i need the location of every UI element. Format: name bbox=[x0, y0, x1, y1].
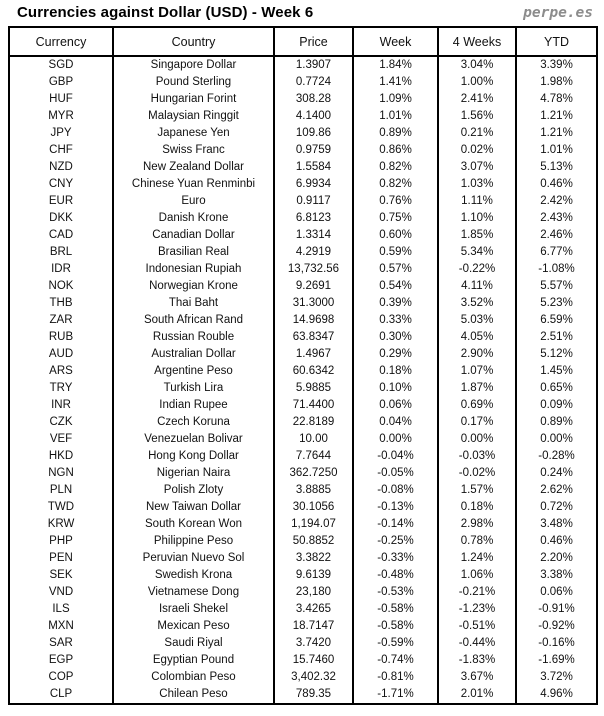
four-week-change-cell: 1.24% bbox=[438, 550, 516, 567]
four-week-change-cell: -0.21% bbox=[438, 584, 516, 601]
currency-code-cell: DKK bbox=[9, 210, 113, 227]
currency-code-cell: CHF bbox=[9, 142, 113, 159]
price-cell: 1.3907 bbox=[274, 56, 353, 74]
four-week-change-cell: 2.98% bbox=[438, 516, 516, 533]
ytd-change-cell: 1.98% bbox=[516, 74, 597, 91]
currency-code-cell: MXN bbox=[9, 618, 113, 635]
currency-code-cell: CLP bbox=[9, 686, 113, 704]
currency-code-cell: COP bbox=[9, 669, 113, 686]
table-row bbox=[9, 482, 597, 499]
four-week-change-cell: -0.02% bbox=[438, 465, 516, 482]
price-cell: 0.9759 bbox=[274, 142, 353, 159]
ytd-change-cell: 6.59% bbox=[516, 312, 597, 329]
ytd-change-cell: 0.00% bbox=[516, 431, 597, 448]
price-cell: 7.7644 bbox=[274, 448, 353, 465]
week-change-cell: -0.08% bbox=[353, 482, 438, 499]
ytd-change-cell: 3.48% bbox=[516, 516, 597, 533]
four-week-change-cell: 3.04% bbox=[438, 56, 516, 74]
four-week-change-cell: 2.90% bbox=[438, 346, 516, 363]
column-header-country: Country bbox=[113, 27, 274, 56]
currency-code-cell: ILS bbox=[9, 601, 113, 618]
four-week-change-cell: 0.69% bbox=[438, 397, 516, 414]
price-cell: 60.6342 bbox=[274, 363, 353, 380]
week-change-cell: 0.33% bbox=[353, 312, 438, 329]
currency-code-cell: ZAR bbox=[9, 312, 113, 329]
week-change-cell: -0.04% bbox=[353, 448, 438, 465]
table-row bbox=[9, 431, 597, 448]
price-cell: 1.5584 bbox=[274, 159, 353, 176]
country-cell: Brasilian Real bbox=[113, 244, 274, 261]
ytd-change-cell: 5.57% bbox=[516, 278, 597, 295]
country-cell: Peruvian Nuevo Sol bbox=[113, 550, 274, 567]
currency-code-cell: MYR bbox=[9, 108, 113, 125]
price-cell: 362.7250 bbox=[274, 465, 353, 482]
country-cell: Hungarian Forint bbox=[113, 91, 274, 108]
table-row bbox=[9, 244, 597, 261]
week-change-cell: 0.30% bbox=[353, 329, 438, 346]
week-change-cell: 0.59% bbox=[353, 244, 438, 261]
week-change-cell: 0.00% bbox=[353, 431, 438, 448]
price-cell: 13,732.56 bbox=[274, 261, 353, 278]
table-row bbox=[9, 397, 597, 414]
country-cell: Danish Krone bbox=[113, 210, 274, 227]
four-week-change-cell: 0.00% bbox=[438, 431, 516, 448]
price-cell: 4.2919 bbox=[274, 244, 353, 261]
currency-code-cell: CNY bbox=[9, 176, 113, 193]
table-row bbox=[9, 210, 597, 227]
four-week-change-cell: -0.51% bbox=[438, 618, 516, 635]
ytd-change-cell: 5.23% bbox=[516, 295, 597, 312]
ytd-change-cell: 1.21% bbox=[516, 125, 597, 142]
four-week-change-cell: 1.56% bbox=[438, 108, 516, 125]
table-header-row bbox=[9, 27, 597, 56]
week-change-cell: 1.41% bbox=[353, 74, 438, 91]
four-week-change-cell: 2.41% bbox=[438, 91, 516, 108]
four-week-change-cell: 1.87% bbox=[438, 380, 516, 397]
country-cell: South Korean Won bbox=[113, 516, 274, 533]
currency-code-cell: CZK bbox=[9, 414, 113, 431]
price-cell: 3.8885 bbox=[274, 482, 353, 499]
currency-code-cell: SAR bbox=[9, 635, 113, 652]
ytd-change-cell: 4.78% bbox=[516, 91, 597, 108]
country-cell: South African Rand bbox=[113, 312, 274, 329]
country-cell: Swedish Krona bbox=[113, 567, 274, 584]
four-week-change-cell: 0.17% bbox=[438, 414, 516, 431]
price-cell: 14.9698 bbox=[274, 312, 353, 329]
ytd-change-cell: 1.21% bbox=[516, 108, 597, 125]
currency-code-cell: NGN bbox=[9, 465, 113, 482]
ytd-change-cell: 2.43% bbox=[516, 210, 597, 227]
ytd-change-cell: 5.12% bbox=[516, 346, 597, 363]
country-cell: Australian Dollar bbox=[113, 346, 274, 363]
four-week-change-cell: 1.06% bbox=[438, 567, 516, 584]
report-header bbox=[8, 4, 596, 26]
ytd-change-cell: 1.45% bbox=[516, 363, 597, 380]
country-cell: Polish Zloty bbox=[113, 482, 274, 499]
country-cell: Swiss Franc bbox=[113, 142, 274, 159]
country-cell: Singapore Dollar bbox=[113, 56, 274, 74]
table-row bbox=[9, 108, 597, 125]
currency-code-cell: VND bbox=[9, 584, 113, 601]
brand-logo: perpe.es bbox=[523, 5, 593, 21]
ytd-change-cell: 2.51% bbox=[516, 329, 597, 346]
four-week-change-cell: 1.10% bbox=[438, 210, 516, 227]
week-change-cell: 1.84% bbox=[353, 56, 438, 74]
four-week-change-cell: 1.00% bbox=[438, 74, 516, 91]
country-cell: Argentine Peso bbox=[113, 363, 274, 380]
ytd-change-cell: 0.46% bbox=[516, 176, 597, 193]
column-header-week: Week bbox=[353, 27, 438, 56]
table-row bbox=[9, 125, 597, 142]
ytd-change-cell: -1.08% bbox=[516, 261, 597, 278]
currency-code-cell: NZD bbox=[9, 159, 113, 176]
ytd-change-cell: 6.77% bbox=[516, 244, 597, 261]
country-cell: Vietnamese Dong bbox=[113, 584, 274, 601]
currency-code-cell: RUB bbox=[9, 329, 113, 346]
ytd-change-cell: 0.46% bbox=[516, 533, 597, 550]
currency-code-cell: HUF bbox=[9, 91, 113, 108]
week-change-cell: 0.06% bbox=[353, 397, 438, 414]
currency-code-cell: KRW bbox=[9, 516, 113, 533]
column-header-ytd: YTD bbox=[516, 27, 597, 56]
four-week-change-cell: 2.01% bbox=[438, 686, 516, 704]
four-week-change-cell: 4.05% bbox=[438, 329, 516, 346]
week-change-cell: 0.86% bbox=[353, 142, 438, 159]
country-cell: Indian Rupee bbox=[113, 397, 274, 414]
country-cell: Mexican Peso bbox=[113, 618, 274, 635]
table-row bbox=[9, 533, 597, 550]
table-row bbox=[9, 346, 597, 363]
week-change-cell: 0.18% bbox=[353, 363, 438, 380]
column-header-4weeks: 4 Weeks bbox=[438, 27, 516, 56]
price-cell: 1,194.07 bbox=[274, 516, 353, 533]
country-cell: New Taiwan Dollar bbox=[113, 499, 274, 516]
week-change-cell: -0.81% bbox=[353, 669, 438, 686]
table-row bbox=[9, 176, 597, 193]
country-cell: Saudi Riyal bbox=[113, 635, 274, 652]
week-change-cell: 0.89% bbox=[353, 125, 438, 142]
country-cell: Euro bbox=[113, 193, 274, 210]
price-cell: 63.8347 bbox=[274, 329, 353, 346]
country-cell: Philippine Peso bbox=[113, 533, 274, 550]
table-row bbox=[9, 465, 597, 482]
column-header-price: Price bbox=[274, 27, 353, 56]
four-week-change-cell: 3.07% bbox=[438, 159, 516, 176]
table-row bbox=[9, 56, 597, 74]
four-week-change-cell: 1.11% bbox=[438, 193, 516, 210]
country-cell: Chinese Yuan Renminbi bbox=[113, 176, 274, 193]
table-row bbox=[9, 584, 597, 601]
week-change-cell: 0.75% bbox=[353, 210, 438, 227]
column-header-currency: Currency bbox=[9, 27, 113, 56]
ytd-change-cell: -0.16% bbox=[516, 635, 597, 652]
currency-code-cell: THB bbox=[9, 295, 113, 312]
price-cell: 6.9934 bbox=[274, 176, 353, 193]
table-body bbox=[9, 56, 597, 704]
week-change-cell: -0.33% bbox=[353, 550, 438, 567]
country-cell: Pound Sterling bbox=[113, 74, 274, 91]
week-change-cell: 0.60% bbox=[353, 227, 438, 244]
currency-code-cell: TWD bbox=[9, 499, 113, 516]
price-cell: 9.2691 bbox=[274, 278, 353, 295]
table-row bbox=[9, 550, 597, 567]
price-cell: 5.9885 bbox=[274, 380, 353, 397]
price-cell: 15.7460 bbox=[274, 652, 353, 669]
table-row bbox=[9, 618, 597, 635]
table-row bbox=[9, 686, 597, 704]
four-week-change-cell: 4.11% bbox=[438, 278, 516, 295]
ytd-change-cell: 1.01% bbox=[516, 142, 597, 159]
currency-code-cell: JPY bbox=[9, 125, 113, 142]
currency-code-cell: PLN bbox=[9, 482, 113, 499]
ytd-change-cell: 3.72% bbox=[516, 669, 597, 686]
week-change-cell: 0.57% bbox=[353, 261, 438, 278]
price-cell: 31.3000 bbox=[274, 295, 353, 312]
country-cell: Malaysian Ringgit bbox=[113, 108, 274, 125]
currency-code-cell: SGD bbox=[9, 56, 113, 74]
price-cell: 3.4265 bbox=[274, 601, 353, 618]
week-change-cell: 0.82% bbox=[353, 159, 438, 176]
table-row bbox=[9, 652, 597, 669]
ytd-change-cell: 0.65% bbox=[516, 380, 597, 397]
week-change-cell: 1.01% bbox=[353, 108, 438, 125]
table-row bbox=[9, 516, 597, 533]
country-cell: Canadian Dollar bbox=[113, 227, 274, 244]
price-cell: 23,180 bbox=[274, 584, 353, 601]
week-change-cell: -0.74% bbox=[353, 652, 438, 669]
price-cell: 30.1056 bbox=[274, 499, 353, 516]
country-cell: Israeli Shekel bbox=[113, 601, 274, 618]
week-change-cell: -0.58% bbox=[353, 601, 438, 618]
four-week-change-cell: -0.03% bbox=[438, 448, 516, 465]
table-row bbox=[9, 193, 597, 210]
four-week-change-cell: 1.85% bbox=[438, 227, 516, 244]
country-cell: Turkish Lira bbox=[113, 380, 274, 397]
four-week-change-cell: 1.03% bbox=[438, 176, 516, 193]
country-cell: Russian Rouble bbox=[113, 329, 274, 346]
week-change-cell: -0.14% bbox=[353, 516, 438, 533]
currency-code-cell: PHP bbox=[9, 533, 113, 550]
page-title: Currencies against Dollar (USD) - Week 6 bbox=[17, 4, 314, 21]
currency-code-cell: BRL bbox=[9, 244, 113, 261]
week-change-cell: 0.10% bbox=[353, 380, 438, 397]
ytd-change-cell: 2.46% bbox=[516, 227, 597, 244]
four-week-change-cell: 5.34% bbox=[438, 244, 516, 261]
week-change-cell: 1.09% bbox=[353, 91, 438, 108]
week-change-cell: -0.48% bbox=[353, 567, 438, 584]
week-change-cell: 0.54% bbox=[353, 278, 438, 295]
currency-code-cell: EGP bbox=[9, 652, 113, 669]
week-change-cell: 0.04% bbox=[353, 414, 438, 431]
week-change-cell: -0.25% bbox=[353, 533, 438, 550]
table-row bbox=[9, 227, 597, 244]
currency-code-cell: INR bbox=[9, 397, 113, 414]
currency-code-cell: IDR bbox=[9, 261, 113, 278]
ytd-change-cell: -0.91% bbox=[516, 601, 597, 618]
price-cell: 22.8189 bbox=[274, 414, 353, 431]
ytd-change-cell: 4.96% bbox=[516, 686, 597, 704]
currency-code-cell: GBP bbox=[9, 74, 113, 91]
four-week-change-cell: 3.52% bbox=[438, 295, 516, 312]
table-row bbox=[9, 142, 597, 159]
four-week-change-cell: -0.44% bbox=[438, 635, 516, 652]
country-cell: Colombian Peso bbox=[113, 669, 274, 686]
four-week-change-cell: -1.23% bbox=[438, 601, 516, 618]
price-cell: 3.3822 bbox=[274, 550, 353, 567]
week-change-cell: 0.76% bbox=[353, 193, 438, 210]
currency-code-cell: HKD bbox=[9, 448, 113, 465]
price-cell: 3.7420 bbox=[274, 635, 353, 652]
country-cell: Hong Kong Dollar bbox=[113, 448, 274, 465]
price-cell: 10.00 bbox=[274, 431, 353, 448]
table-row bbox=[9, 414, 597, 431]
price-cell: 50.8852 bbox=[274, 533, 353, 550]
week-change-cell: -1.71% bbox=[353, 686, 438, 704]
country-cell: Norwegian Krone bbox=[113, 278, 274, 295]
week-change-cell: -0.58% bbox=[353, 618, 438, 635]
price-cell: 3,402.32 bbox=[274, 669, 353, 686]
four-week-change-cell: 0.78% bbox=[438, 533, 516, 550]
country-cell: Nigerian Naira bbox=[113, 465, 274, 482]
ytd-change-cell: 0.09% bbox=[516, 397, 597, 414]
ytd-change-cell: 5.13% bbox=[516, 159, 597, 176]
currency-code-cell: TRY bbox=[9, 380, 113, 397]
table-row bbox=[9, 295, 597, 312]
price-cell: 4.1400 bbox=[274, 108, 353, 125]
ytd-change-cell: 3.39% bbox=[516, 56, 597, 74]
table-row bbox=[9, 567, 597, 584]
price-cell: 6.8123 bbox=[274, 210, 353, 227]
table-row bbox=[9, 312, 597, 329]
currency-code-cell: VEF bbox=[9, 431, 113, 448]
price-cell: 71.4400 bbox=[274, 397, 353, 414]
table-row bbox=[9, 448, 597, 465]
country-cell: Czech Koruna bbox=[113, 414, 274, 431]
currency-code-cell: NOK bbox=[9, 278, 113, 295]
four-week-change-cell: 1.07% bbox=[438, 363, 516, 380]
currency-code-cell: PEN bbox=[9, 550, 113, 567]
currency-code-cell: CAD bbox=[9, 227, 113, 244]
week-change-cell: 0.29% bbox=[353, 346, 438, 363]
ytd-change-cell: 0.24% bbox=[516, 465, 597, 482]
week-change-cell: -0.59% bbox=[353, 635, 438, 652]
price-cell: 0.9117 bbox=[274, 193, 353, 210]
price-cell: 18.7147 bbox=[274, 618, 353, 635]
table-row bbox=[9, 261, 597, 278]
ytd-change-cell: 2.20% bbox=[516, 550, 597, 567]
four-week-change-cell: -0.22% bbox=[438, 261, 516, 278]
currency-code-cell: SEK bbox=[9, 567, 113, 584]
ytd-change-cell: 2.42% bbox=[516, 193, 597, 210]
price-cell: 109.86 bbox=[274, 125, 353, 142]
price-cell: 1.4967 bbox=[274, 346, 353, 363]
ytd-change-cell: -1.69% bbox=[516, 652, 597, 669]
table-header bbox=[9, 27, 597, 56]
ytd-change-cell: 0.06% bbox=[516, 584, 597, 601]
table-row bbox=[9, 278, 597, 295]
country-cell: Venezuelan Bolivar bbox=[113, 431, 274, 448]
week-change-cell: -0.13% bbox=[353, 499, 438, 516]
ytd-change-cell: -0.28% bbox=[516, 448, 597, 465]
week-change-cell: -0.05% bbox=[353, 465, 438, 482]
table-row bbox=[9, 74, 597, 91]
country-cell: Japanese Yen bbox=[113, 125, 274, 142]
currency-code-cell: AUD bbox=[9, 346, 113, 363]
price-cell: 789.35 bbox=[274, 686, 353, 704]
week-change-cell: -0.53% bbox=[353, 584, 438, 601]
four-week-change-cell: 3.67% bbox=[438, 669, 516, 686]
currency-table bbox=[8, 26, 598, 705]
ytd-change-cell: 3.38% bbox=[516, 567, 597, 584]
country-cell: Chilean Peso bbox=[113, 686, 274, 704]
price-cell: 1.3314 bbox=[274, 227, 353, 244]
four-week-change-cell: 0.21% bbox=[438, 125, 516, 142]
ytd-change-cell: 0.72% bbox=[516, 499, 597, 516]
four-week-change-cell: 0.18% bbox=[438, 499, 516, 516]
table-row bbox=[9, 601, 597, 618]
table-row bbox=[9, 669, 597, 686]
ytd-change-cell: 2.62% bbox=[516, 482, 597, 499]
week-change-cell: 0.39% bbox=[353, 295, 438, 312]
country-cell: Indonesian Rupiah bbox=[113, 261, 274, 278]
four-week-change-cell: 5.03% bbox=[438, 312, 516, 329]
table-row bbox=[9, 363, 597, 380]
price-cell: 308.28 bbox=[274, 91, 353, 108]
four-week-change-cell: -1.83% bbox=[438, 652, 516, 669]
table-row bbox=[9, 499, 597, 516]
week-change-cell: 0.82% bbox=[353, 176, 438, 193]
ytd-change-cell: -0.92% bbox=[516, 618, 597, 635]
table-row bbox=[9, 635, 597, 652]
table-row bbox=[9, 329, 597, 346]
country-cell: Thai Baht bbox=[113, 295, 274, 312]
table-row bbox=[9, 91, 597, 108]
table-row bbox=[9, 159, 597, 176]
price-cell: 9.6139 bbox=[274, 567, 353, 584]
four-week-change-cell: 1.57% bbox=[438, 482, 516, 499]
currency-code-cell: ARS bbox=[9, 363, 113, 380]
currency-code-cell: EUR bbox=[9, 193, 113, 210]
ytd-change-cell: 0.89% bbox=[516, 414, 597, 431]
price-cell: 0.7724 bbox=[274, 74, 353, 91]
table-row bbox=[9, 380, 597, 397]
country-cell: Egyptian Pound bbox=[113, 652, 274, 669]
four-week-change-cell: 0.02% bbox=[438, 142, 516, 159]
country-cell: New Zealand Dollar bbox=[113, 159, 274, 176]
